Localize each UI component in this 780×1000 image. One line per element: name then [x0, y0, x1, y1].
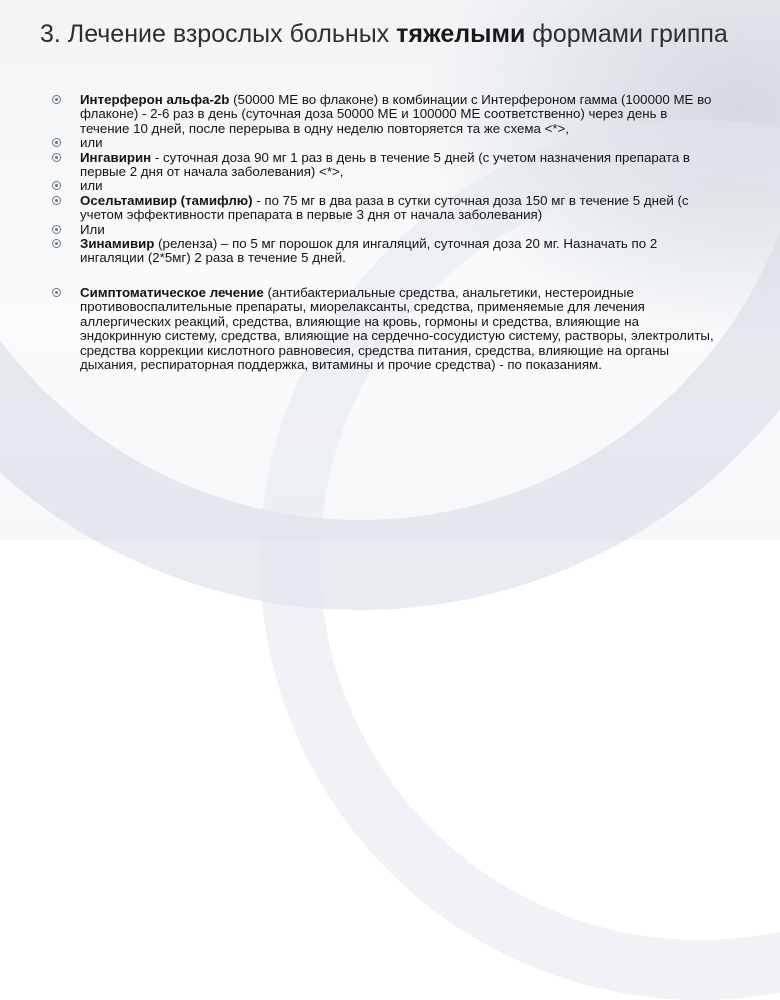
- bullet-icon: [52, 181, 61, 190]
- bullet-icon: [52, 138, 61, 147]
- bullet-list: [50, 93, 720, 372]
- section-heading: Симптоматическое лечение: [80, 284, 264, 300]
- title-emphasis: тяжелыми: [396, 20, 526, 48]
- item-text: - суточная доза 90 мг 1 раз в день в течение 5 дней (с учетом назначения препарата в первые 2 дня от начала заболевания) <*>,: [80, 149, 690, 180]
- bullet-icon: [52, 153, 61, 162]
- bullet-icon: [52, 95, 61, 104]
- list-item: [50, 194, 720, 223]
- item-text: или: [80, 135, 103, 151]
- list-item: [50, 223, 720, 237]
- list-item: [50, 286, 720, 372]
- item-text: (50000 МЕ во флаконе) в комбинации с Интерфероном гамма (100000 МЕ во флаконе) - 2-6 раз в день (суточная доза 50000 МЕ и 100000 МЕ соответственно) через день в течение 10 дней, после перерыва в одну неделю повторяется та же схема <*>,: [80, 92, 712, 136]
- drug-name: Зинамивир: [80, 236, 155, 252]
- list-item: [50, 151, 720, 180]
- bullet-icon: [52, 239, 61, 248]
- list-item: [50, 179, 720, 193]
- list-item: [50, 237, 720, 266]
- drug-name: Осельтамивир (тамифлю): [80, 192, 253, 208]
- drug-name: Интерферон альфа-2b: [80, 92, 230, 107]
- list-item: [50, 136, 720, 150]
- title-text: формами гриппа: [525, 20, 728, 48]
- bullet-icon: [52, 288, 61, 297]
- list-item: [50, 93, 720, 136]
- bullet-icon: [52, 225, 61, 234]
- slide-title: [40, 17, 740, 52]
- item-text: (антибактериальные средства, анальгетики, нестероидные противовоспалительные препараты, миорелаксанты, средства, применяемые для лечения аллергических реакций, средства, влияющие на кровь, гормоны и средства, влияющие на эндокринную систему, средства, влияющие на сердечно-сосудистую систему, растворы, электролиты, средства коррекции кислотного равновесия, средства питания, средства, влияющие на органы дыхания, респираторная поддержка, витамины и прочие средства) - по показаниям.: [80, 284, 714, 372]
- drug-name: Ингавирин: [80, 149, 152, 165]
- item-text: или: [80, 178, 103, 194]
- item-text: (реленза) – по 5 мг порошок для ингаляций, суточная доза 20 мг. Назначать по 2 ингаляции (2*5мг) 2 раза в течение 5 дней.: [80, 236, 658, 266]
- title-text: 3. Лечение взрослых больных: [40, 20, 397, 48]
- item-text: - по 75 мг в два раза в сутки суточная доза 150 мг в течение 5 дней (с учетом эффективности препарата в первые 3 дня от начала заболевания): [80, 192, 689, 223]
- bullet-icon: [52, 196, 61, 205]
- item-text: Или: [80, 221, 105, 237]
